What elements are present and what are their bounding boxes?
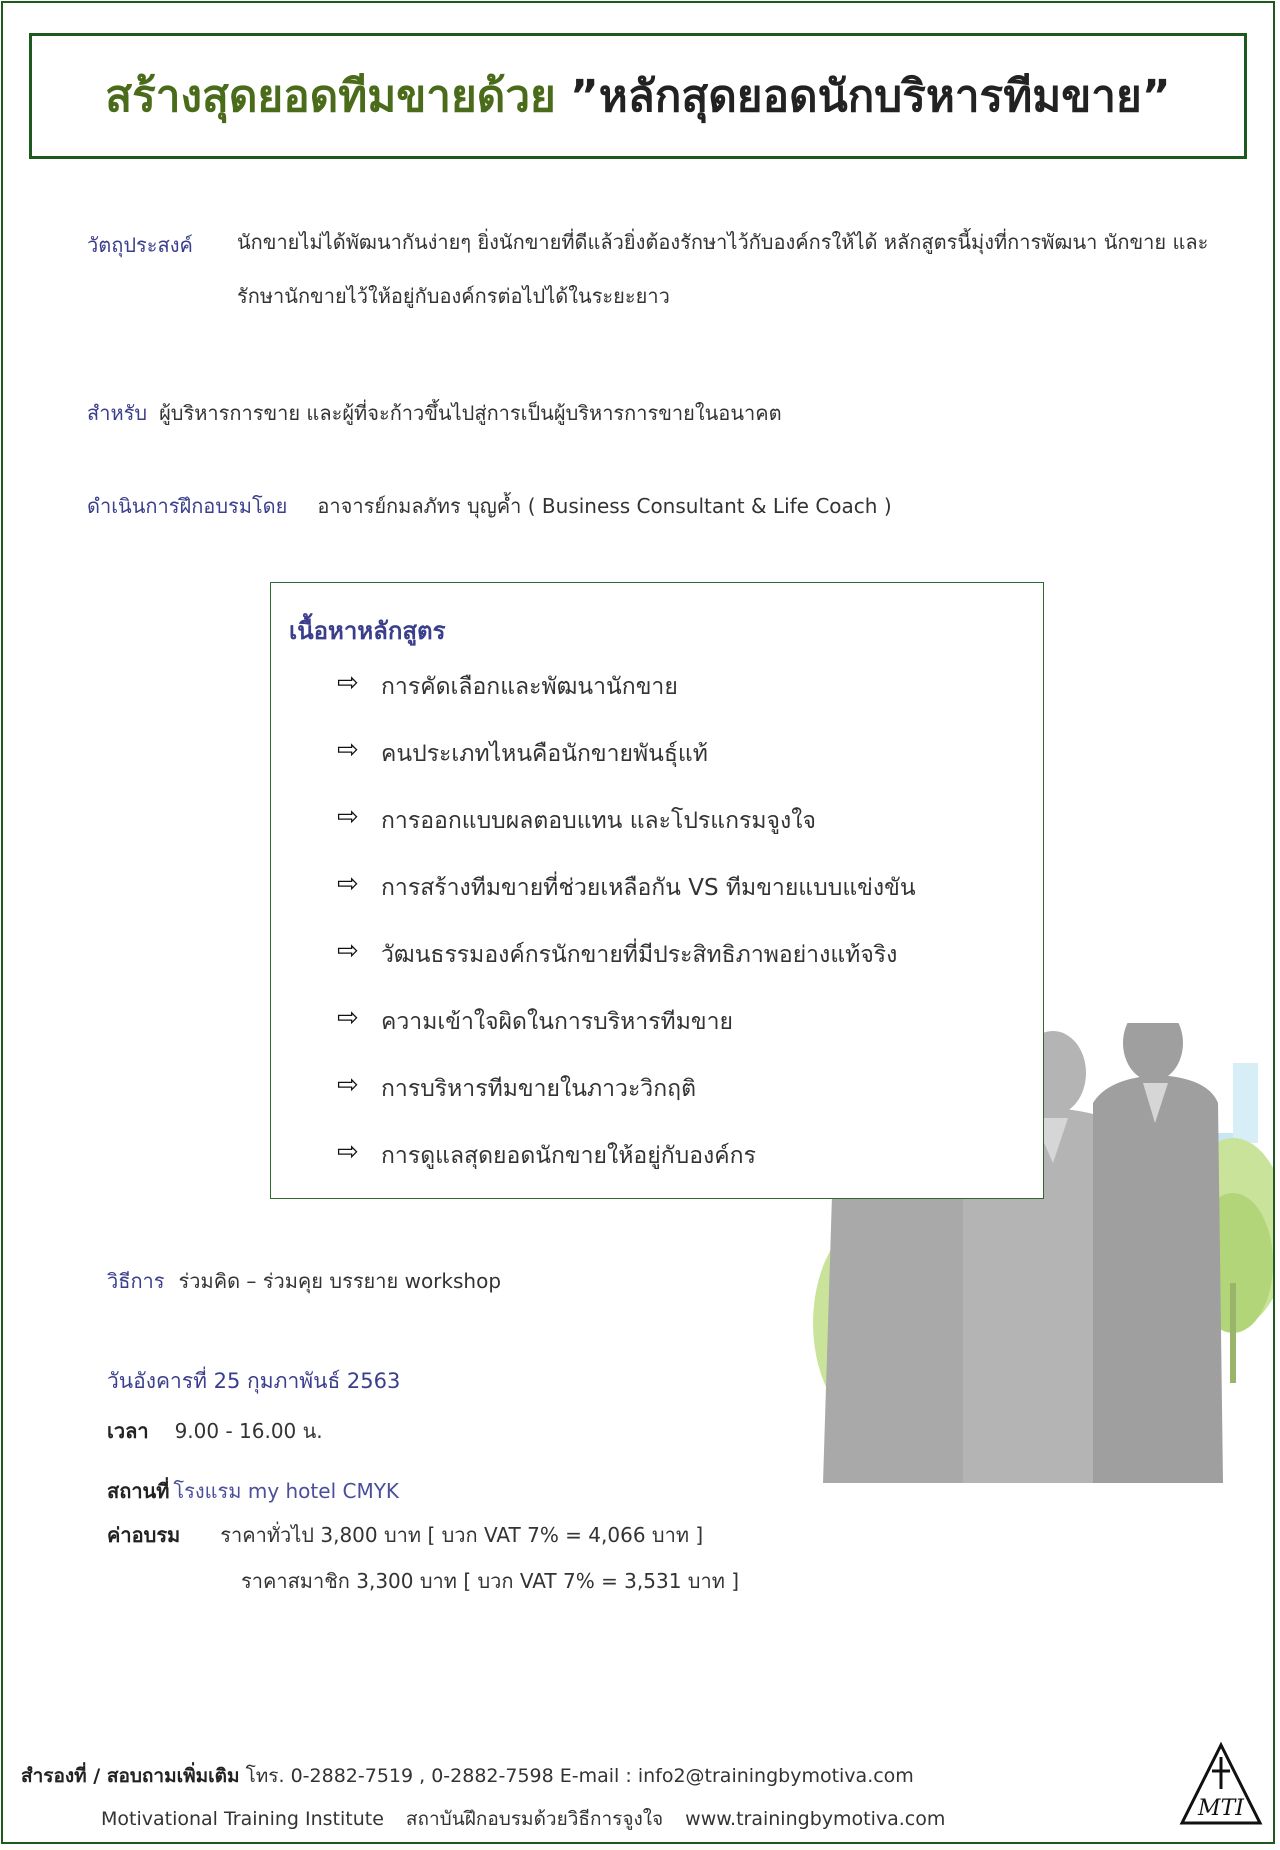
arrow-right-icon: ⇨ <box>337 869 359 899</box>
org-name-th: สถาบันฝึกอบรมด้วยวิธีการจูงใจ <box>405 1808 664 1830</box>
fee-general: ราคาทั่วไป 3,800 บาท [ บวก VAT 7% = 4,066 บาท ] <box>220 1523 704 1547</box>
title-banner <box>29 33 1247 159</box>
mti-logo <box>1178 1741 1264 1827</box>
venue-section <box>107 1475 399 1507</box>
audience-text: ผู้บริหารการขาย และผู้ที่จะก้าวขึ้นไปสู่การเป็นผู้บริหารการขายในอนาคต <box>159 401 782 425</box>
fee-label: ค่าอบรม <box>107 1523 181 1547</box>
list-item: ⇨ การออกแบบผลตอบแทน และโปรแกรมจูงใจ <box>337 802 816 834</box>
arrow-right-icon: ⇨ <box>337 668 359 698</box>
arrow-right-icon: ⇨ <box>337 735 359 765</box>
method-text: ร่วมคิด – ร่วมคุย บรรยาย workshop <box>178 1269 502 1293</box>
contact-text: โทร. 0-2882-7519 , 0-2882-7598 E-mail : info2@trainingbymotiva.com <box>245 1765 914 1787</box>
venue-text: โรงแรม my hotel CMYK <box>173 1479 400 1503</box>
method-section <box>107 1265 501 1297</box>
course-heading: เนื้อหาหลักสูตร <box>289 617 446 645</box>
list-item: ⇨ ความเข้าใจผิดในการบริหารทีมขาย <box>337 1003 733 1035</box>
arrow-right-icon: ⇨ <box>337 936 359 966</box>
list-item: ⇨ การสร้างทีมขายที่ช่วยเหลือกัน VS ทีมขายแบบแข่งขัน <box>337 869 916 901</box>
arrow-right-icon: ⇨ <box>337 1003 359 1033</box>
time-text: 9.00 - 16.00 น. <box>174 1419 323 1443</box>
flyer-page <box>1 1 1275 1844</box>
audience-section <box>87 397 782 429</box>
venue-label: สถานที่ <box>107 1479 170 1503</box>
svg-text:MTI <box>1197 1796 1245 1821</box>
list-item: ⇨ วัฒนธรรมองค์กรนักขายที่มีประสิทธิภาพอย่างแท้จริง <box>337 936 898 968</box>
fee-member: ราคาสมาชิก 3,300 บาท [ บวก VAT 7% = 3,531 บาท ] <box>241 1569 740 1593</box>
method-label: วิธีการ <box>107 1269 165 1293</box>
objective-label: วัตถุประสงค์ <box>87 233 193 257</box>
arrow-right-icon: ⇨ <box>337 1137 359 1167</box>
trainer-section <box>87 490 892 522</box>
trainer-text: อาจารย์กมลภัทร บุญค้ำ ( Business Consultant & Life Coach ) <box>317 494 892 518</box>
contact-label: สำรองที่ / สอบถามเพิ่มเติม <box>21 1765 240 1787</box>
title-part1: สร้างสุดยอดทีมขายด้วย <box>105 71 556 122</box>
list-item: ⇨ การบริหารทีมขายในภาวะวิกฤติ <box>337 1070 697 1102</box>
event-date: วันอังคารที่ 25 กุมภาพันธ์ 2563 <box>107 1369 401 1393</box>
logo-text: MTI <box>1198 1796 1244 1821</box>
fee-section <box>107 1519 703 1551</box>
title-part2: ”หลักสุดยอดนักบริหารทีมขาย” <box>569 71 1171 122</box>
list-item: ⇨ การคัดเลือกและพัฒนานักขาย <box>337 668 678 700</box>
organization-line <box>101 1804 945 1834</box>
arrow-right-icon: ⇨ <box>337 802 359 832</box>
contact-line <box>21 1761 914 1791</box>
list-item: ⇨ คนประเภทไหนคือนักขายพันธุ์แท้ <box>337 735 708 767</box>
time-section <box>107 1415 323 1447</box>
course-content-box <box>270 582 1044 1199</box>
trainer-label: ดำเนินการฝึกอบรมโดย <box>87 494 288 518</box>
audience-label: สำหรับ <box>87 401 148 425</box>
objective-text: นักขายไม่ได้พัฒนากันง่ายๆ ยิ่งนักขายที่ดีแล้วยิ่งต้องรักษาไว้กับองค์กรให้ได้ หลักสูตรนี้มุ่งที่การพัฒนา นักขาย และรักษานักขายไว้ให้อยู่กับองค์กรต่อไปได้ในระยะยาว <box>237 230 1209 308</box>
website-link[interactable]: www.trainingbymotiva.com <box>685 1808 946 1830</box>
org-name-en: Motivational Training Institute <box>101 1808 384 1830</box>
arrow-right-icon: ⇨ <box>337 1070 359 1100</box>
time-label: เวลา <box>107 1419 149 1443</box>
list-item: ⇨ การดูแลสุดยอดนักขายให้อยู่กับองค์กร <box>337 1137 756 1169</box>
course-list <box>337 669 916 1205</box>
